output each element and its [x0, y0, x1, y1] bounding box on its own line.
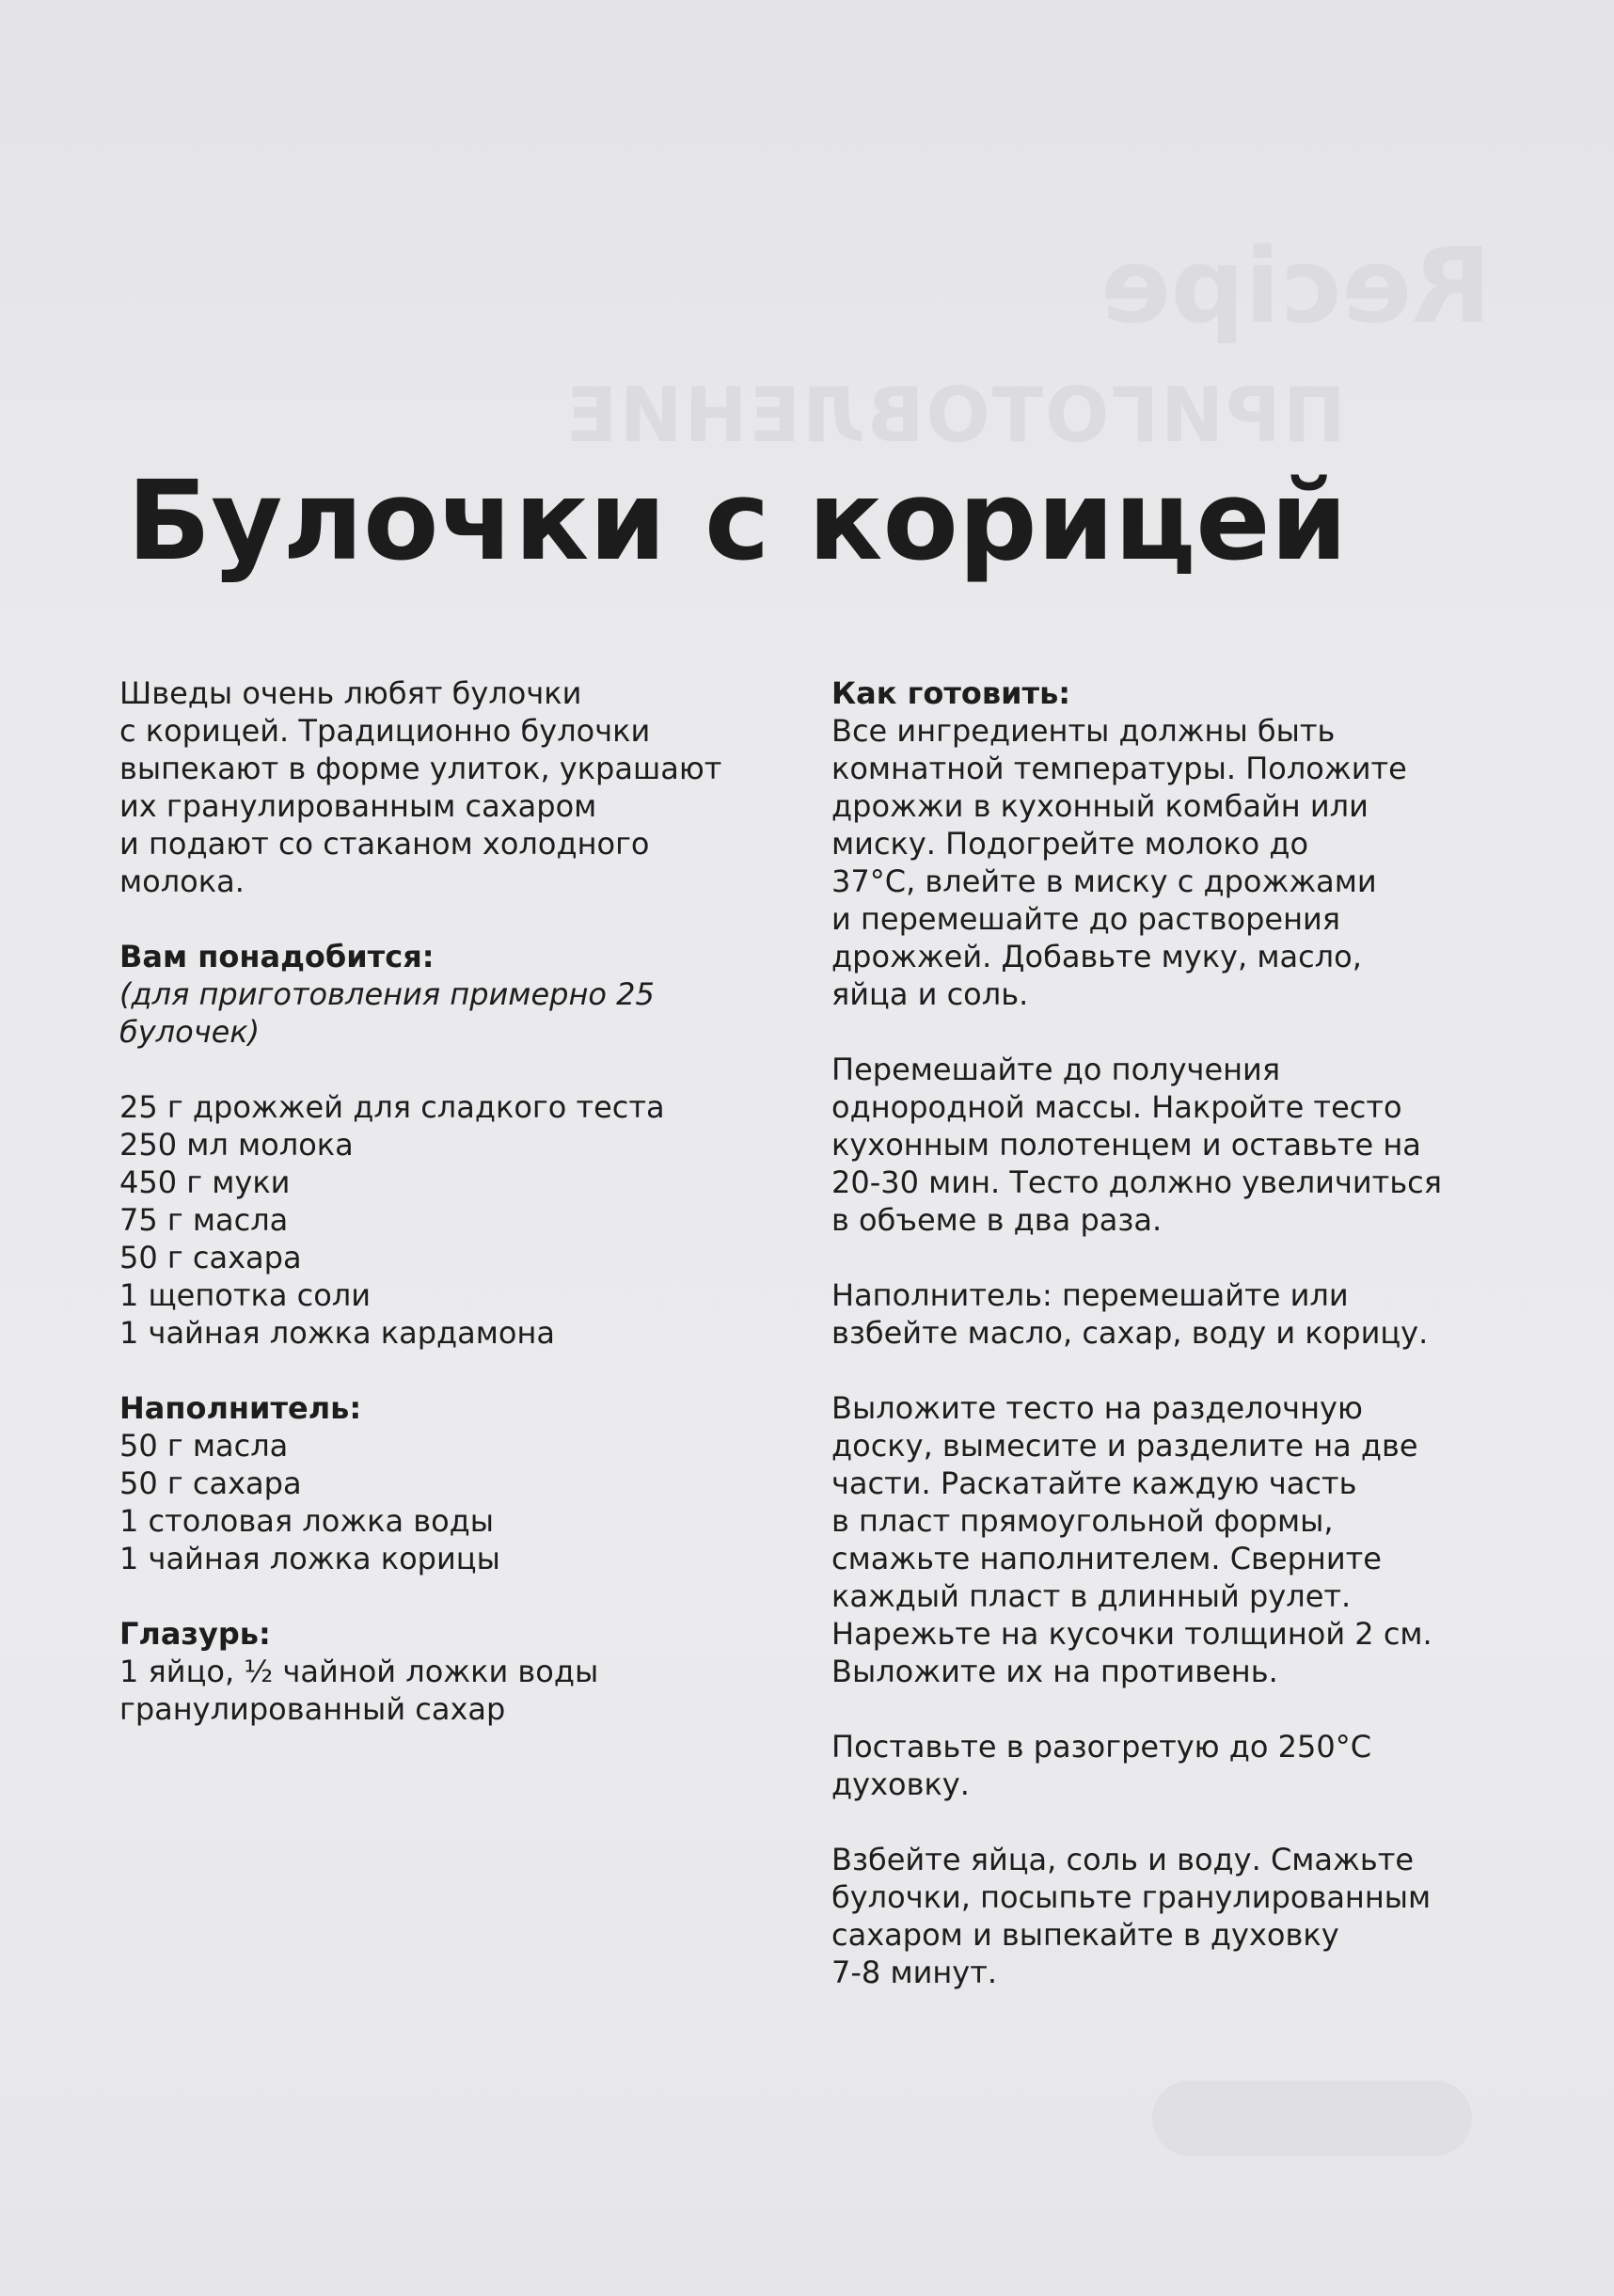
method-line: 20-30 мин. Тесто должно увеличиться [831, 1164, 1443, 1200]
method-line: Все ингредиенты должны быть [831, 713, 1336, 749]
method-line: Нарежьте на кусочки толщиной 2 см. [831, 1616, 1432, 1652]
method-step-6 [831, 1841, 1509, 1991]
intro-line: Шведы очень любят булочки [119, 675, 582, 711]
ingredient-item: 25 г дрожжей для сладкого теста [119, 1089, 665, 1125]
method-line: в пласт прямоугольной формы, [831, 1503, 1334, 1539]
method-line: 37°С, влейте в миску с дрожжами [831, 863, 1377, 899]
intro-line: выпекают в форме улиток, украшают [119, 751, 722, 786]
filling-list [119, 1427, 768, 1577]
method-line: Поставьте в разогретую до 250°С [831, 1729, 1372, 1765]
filling-item: 1 чайная ложка корицы [119, 1541, 500, 1576]
method-line: яйца и соль. [831, 976, 1029, 1012]
method-line: каждый пласт в длинный рулет. [831, 1578, 1352, 1614]
method-line: кухонным полотенцем и оставьте на [831, 1127, 1421, 1163]
ingredients-heading: Вам понадобится: [119, 939, 435, 974]
left-column [119, 674, 768, 1728]
method-line: доску, вымесите и разделите на две [831, 1428, 1418, 1464]
method-line: в объеме в два раза. [831, 1202, 1163, 1238]
method-line: миску. Подогрейте молоко до [831, 826, 1309, 862]
filling-heading: Наполнитель: [119, 1390, 362, 1426]
method-line: Наполнитель: перемешайте или [831, 1277, 1349, 1313]
ingredient-item: 250 мл молока [119, 1127, 354, 1163]
method-step-3 [831, 1276, 1509, 1352]
glaze-heading: Глазурь: [119, 1616, 271, 1652]
filling-item: 1 столовая ложка воды [119, 1503, 495, 1539]
method-line: Выложите тесто на разделочную [831, 1390, 1363, 1426]
glaze-item: гранулированный сахар [119, 1691, 506, 1727]
method-line: смажьте наполнителем. Сверните [831, 1541, 1382, 1576]
method-line: сахаром и выпекайте в духовку [831, 1917, 1339, 1953]
ingredient-item: 75 г масла [119, 1202, 289, 1238]
filling-item: 50 г сахара [119, 1465, 302, 1501]
intro-line: с корицей. Традиционно булочки [119, 713, 651, 749]
ingredients-list [119, 1088, 768, 1352]
filling-item: 50 г масла [119, 1428, 289, 1464]
method-line: 7-8 минут. [831, 1955, 998, 1990]
ingredient-item: 1 чайная ложка кардамона [119, 1315, 555, 1351]
right-column [831, 674, 1509, 1991]
method-step-5 [831, 1728, 1509, 1803]
glaze-item: 1 яйцо, ½ чайной ложки воды [119, 1654, 599, 1689]
method-line: комнатной температуры. Положите [831, 751, 1407, 786]
method-line: части. Раскатайте каждую часть [831, 1465, 1357, 1501]
show-through-text: Recipe [1100, 226, 1492, 346]
method-line: Выложите их на противень. [831, 1654, 1278, 1689]
intro-paragraph [119, 674, 768, 900]
glaze-list [119, 1653, 768, 1728]
method-heading: Как готовить: [831, 675, 1071, 711]
method-line: духовку. [831, 1766, 970, 1802]
intro-line: и подают со стаканом холодного [119, 826, 650, 862]
method-line: дрожжи в кухонный комбайн или [831, 788, 1369, 824]
ingredient-item: 450 г муки [119, 1164, 291, 1200]
method-line: дрожжей. Добавьте муку, масло, [831, 939, 1362, 974]
method-step-1 [831, 712, 1509, 1013]
ingredients-note: булочек) [119, 1014, 261, 1050]
method-line: булочки, посыпьте гранулированным [831, 1879, 1432, 1915]
method-line: Взбейте яйца, соль и воду. Смажьте [831, 1842, 1415, 1877]
intro-line: молока. [119, 863, 245, 899]
ingredients-note: (для приготовления примерно 25 [119, 976, 655, 1012]
method-line: взбейте масло, сахар, воду и корицу. [831, 1315, 1429, 1351]
method-line: Перемешайте до получения [831, 1052, 1281, 1087]
intro-line: их гранулированным сахаром [119, 788, 597, 824]
page-title: Булочки с корицей [127, 456, 1348, 585]
show-through-text: ПРИГОТОВЛЕНИЕ [564, 372, 1346, 459]
method-line: однородной массы. Накройте тесто [831, 1089, 1402, 1125]
show-through-logo [1152, 2081, 1472, 2156]
method-step-4 [831, 1389, 1509, 1690]
method-step-2 [831, 1051, 1509, 1239]
ingredient-item: 50 г сахара [119, 1240, 302, 1275]
ingredient-item: 1 щепотка соли [119, 1277, 372, 1313]
method-line: и перемешайте до растворения [831, 901, 1341, 937]
